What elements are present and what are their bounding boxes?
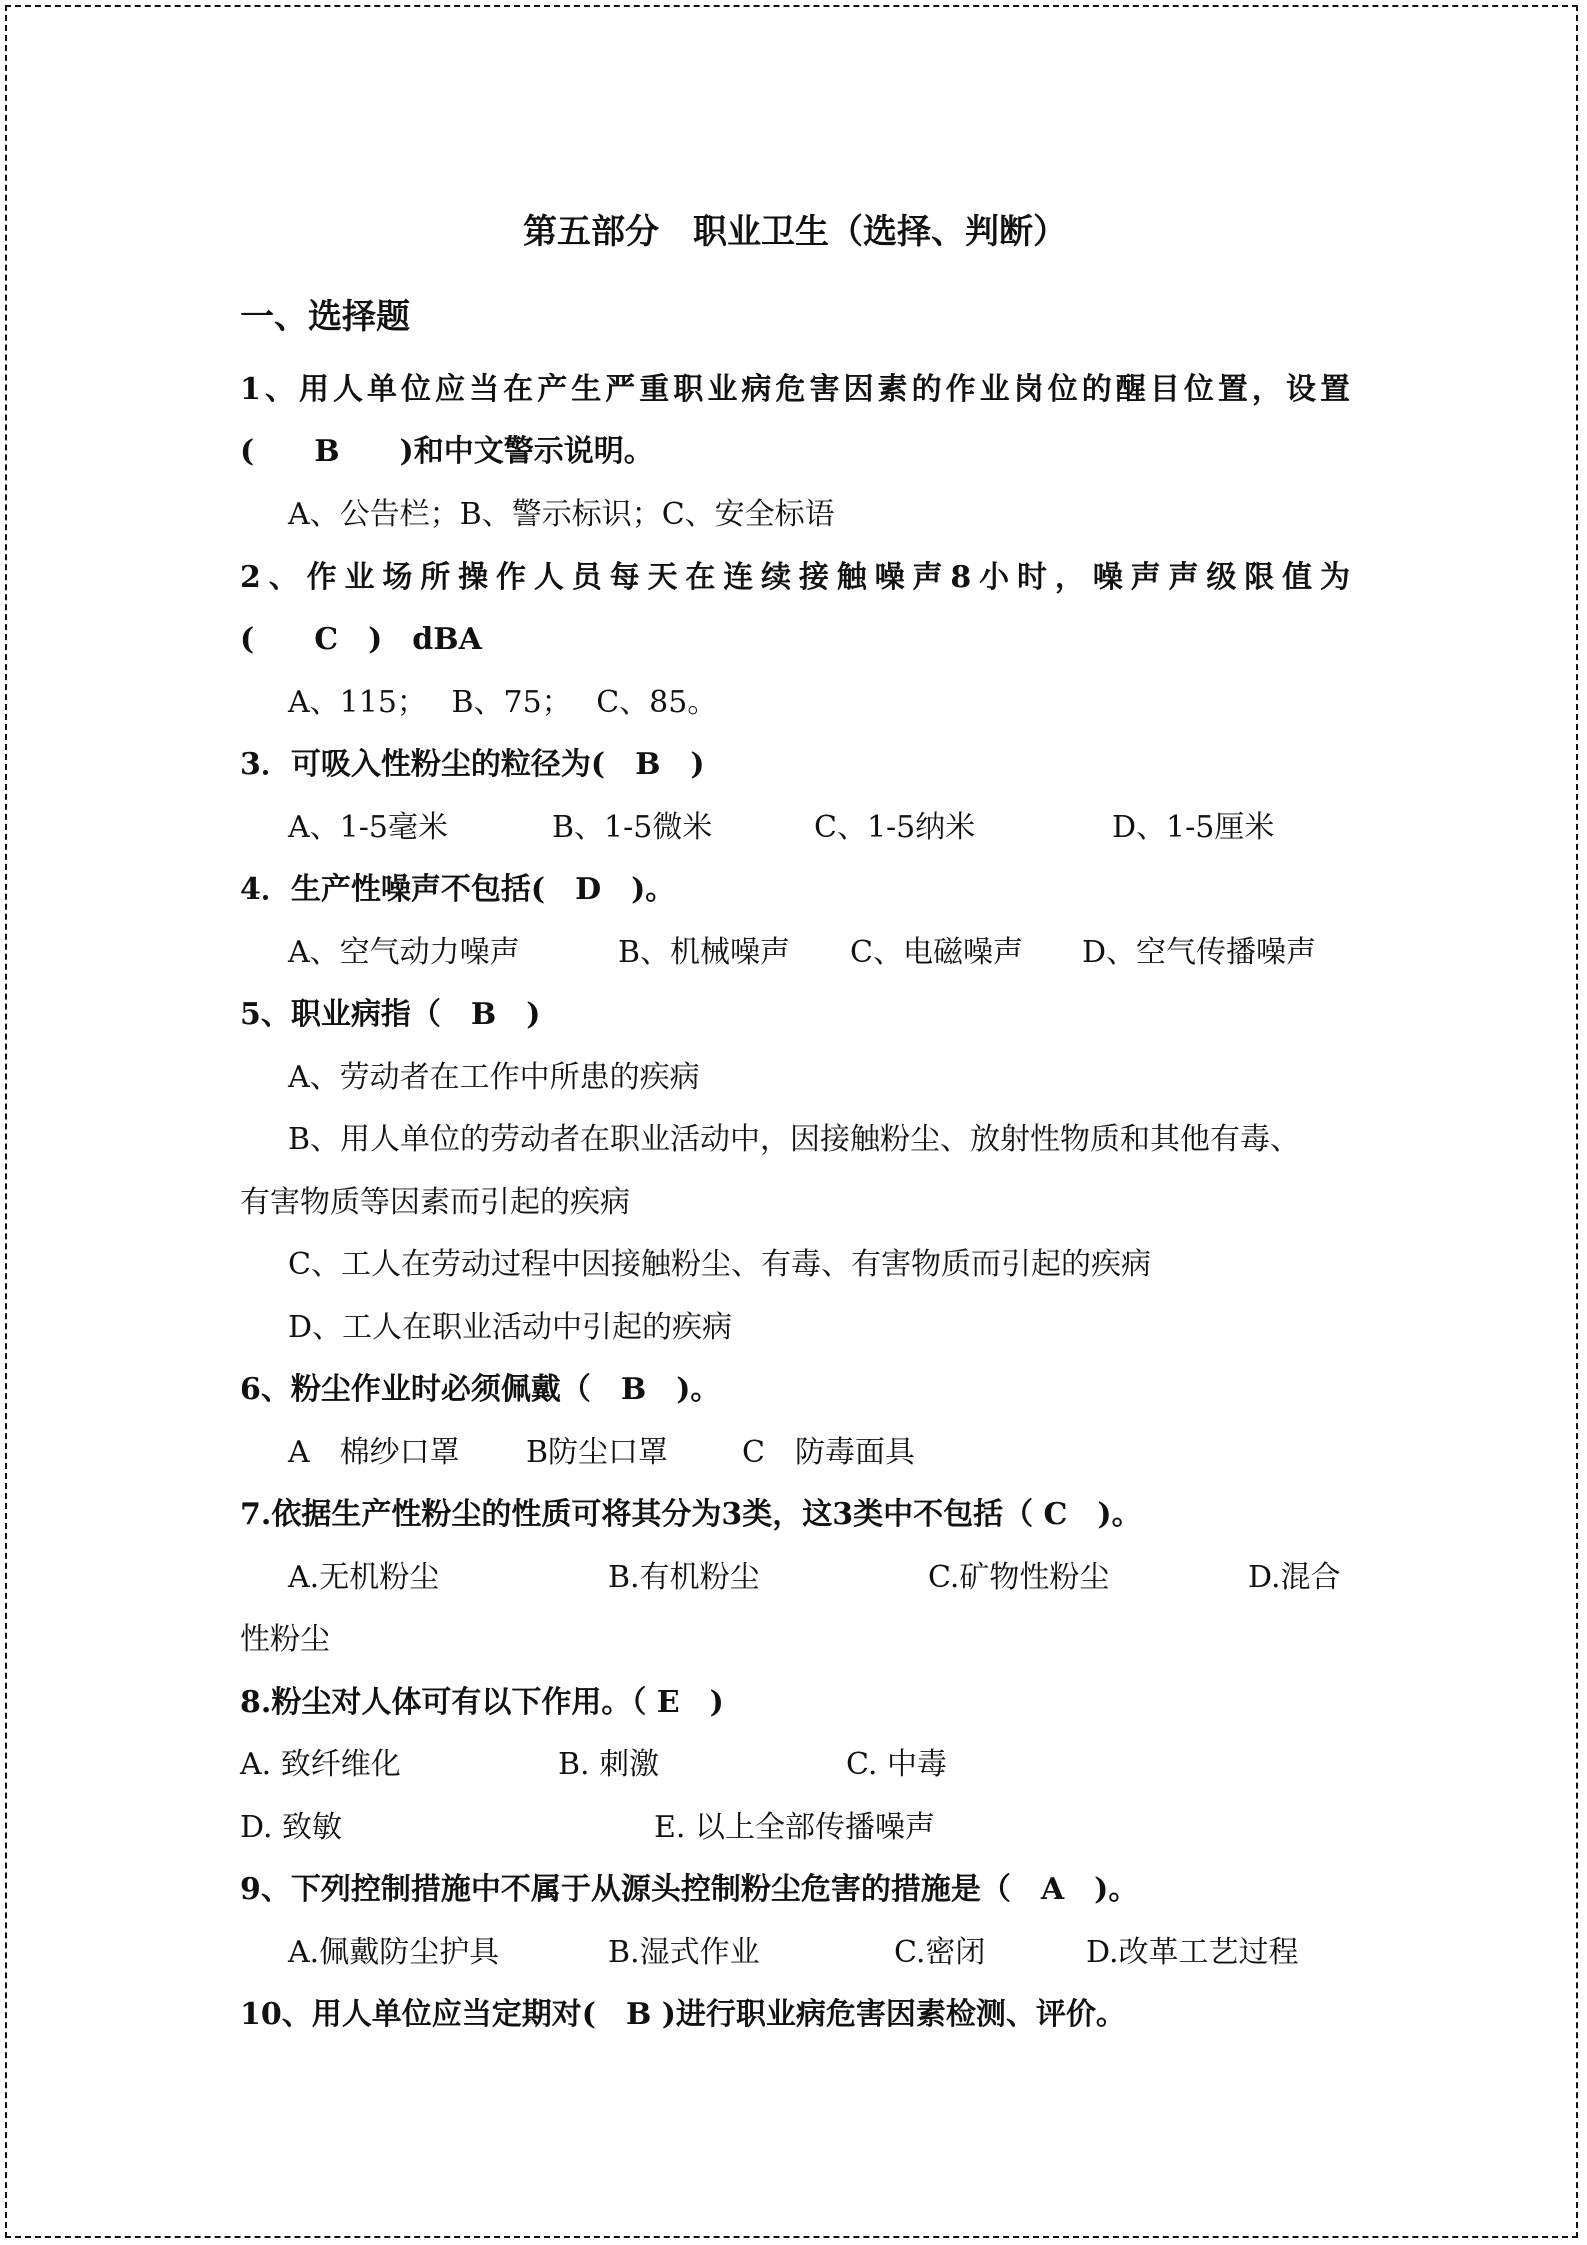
question-2-stem-cont: ( C ) dBA (240, 622, 482, 657)
section-heading: 一、选择题 (240, 297, 410, 337)
question-5-stem: 5、职业病指（ B ) (240, 997, 541, 1032)
question-5-option-b-cont: 有害物质等因素而引起的疾病 (240, 1185, 630, 1220)
question-6-stem: 6、粉尘作业时必须佩戴（ B )。 (240, 1372, 721, 1407)
question-7-option-d-cont: 性粉尘 (240, 1622, 330, 1657)
question-7-option-d: D.混合 (1248, 1560, 1341, 1595)
question-8-option-d: D. 致敏 (240, 1810, 343, 1845)
question-7-option-c: C.矿物性粉尘 (928, 1560, 1110, 1595)
question-8-option-a: A. 致纤维化 (240, 1747, 401, 1782)
question-1-stem-cont: ( B )和中文警示说明。 (240, 434, 654, 469)
question-6-option-a: A 棉纱口罩 (288, 1435, 460, 1470)
question-8-stem: 8.粉尘对人体可有以下作用。（ E ) (240, 1685, 724, 1720)
question-5-option-a: A、劳动者在工作中所患的疾病 (288, 1060, 700, 1095)
question-1-stem: 1、用人单位应当在产生严重职业病危害因素的作业岗位的醒目位置，设置 (240, 372, 1350, 407)
question-3-option-c: C、1-5纳米 (814, 810, 976, 845)
question-9-stem: 9、下列控制措施中不属于从源头控制粉尘危害的措施是（ A )。 (240, 1872, 1139, 1907)
question-10-stem: 10、用人单位应当定期对( B )进行职业病危害因素检测、评价。 (240, 1997, 1126, 2032)
question-3-option-d: D、1-5厘米 (1112, 810, 1275, 845)
question-7-option-b: B.有机粉尘 (608, 1560, 760, 1595)
question-8-option-b: B. 刺激 (558, 1747, 660, 1782)
question-4-stem: 4．生产性噪声不包括( D )。 (240, 872, 676, 907)
question-5-option-c: C、工人在劳动过程中因接触粉尘、有毒、有害物质而引起的疾病 (288, 1247, 1151, 1282)
question-3-stem: 3．可吸入性粉尘的粒径为( B ) (240, 747, 705, 782)
question-4-option-b: B、机械噪声 (618, 935, 791, 970)
question-6-option-c: C 防毒面具 (742, 1435, 915, 1470)
question-3-option-b: B、1-5微米 (552, 810, 713, 845)
question-2-stem: 2、作业场所操作人员每天在连续接触噪声8小时，噪声声级限值为 (240, 560, 1350, 595)
question-9-option-c: C.密闭 (894, 1935, 986, 1970)
question-4-option-c: C、电磁噪声 (850, 935, 1023, 970)
question-3-option-a: A、1-5毫米 (288, 810, 448, 845)
question-4-option-a: A、空气动力噪声 (288, 935, 520, 970)
question-5-option-d: D、工人在职业活动中引起的疾病 (288, 1310, 733, 1345)
page-title: 第五部分 职业卫生（选择、判断） (523, 212, 1067, 252)
question-8-option-e: E. 以上全部传播噪声 (654, 1810, 935, 1845)
question-2-options: A、115； B、75； C、85。 (288, 685, 718, 720)
question-7-option-a: A.无机粉尘 (288, 1560, 440, 1595)
question-8-option-c: C. 中毒 (846, 1747, 947, 1782)
question-7-stem: 7.依据生产性粉尘的性质可将其分为3类，这3类中不包括（ C )。 (240, 1497, 1142, 1532)
question-9-option-b: B.湿式作业 (608, 1935, 760, 1970)
question-1-options: A、公告栏；B、警示标识；C、安全标语 (288, 497, 835, 532)
question-9-option-a: A.佩戴防尘护具 (288, 1935, 500, 1970)
question-4-option-d: D、空气传播噪声 (1082, 935, 1317, 970)
question-9-option-d: D.改革工艺过程 (1086, 1935, 1299, 1970)
question-6-option-b: B防尘口罩 (526, 1435, 669, 1470)
question-5-option-b: B、用人单位的劳动者在职业活动中，因接触粉尘、放射性物质和其他有毒、 (288, 1122, 1301, 1157)
